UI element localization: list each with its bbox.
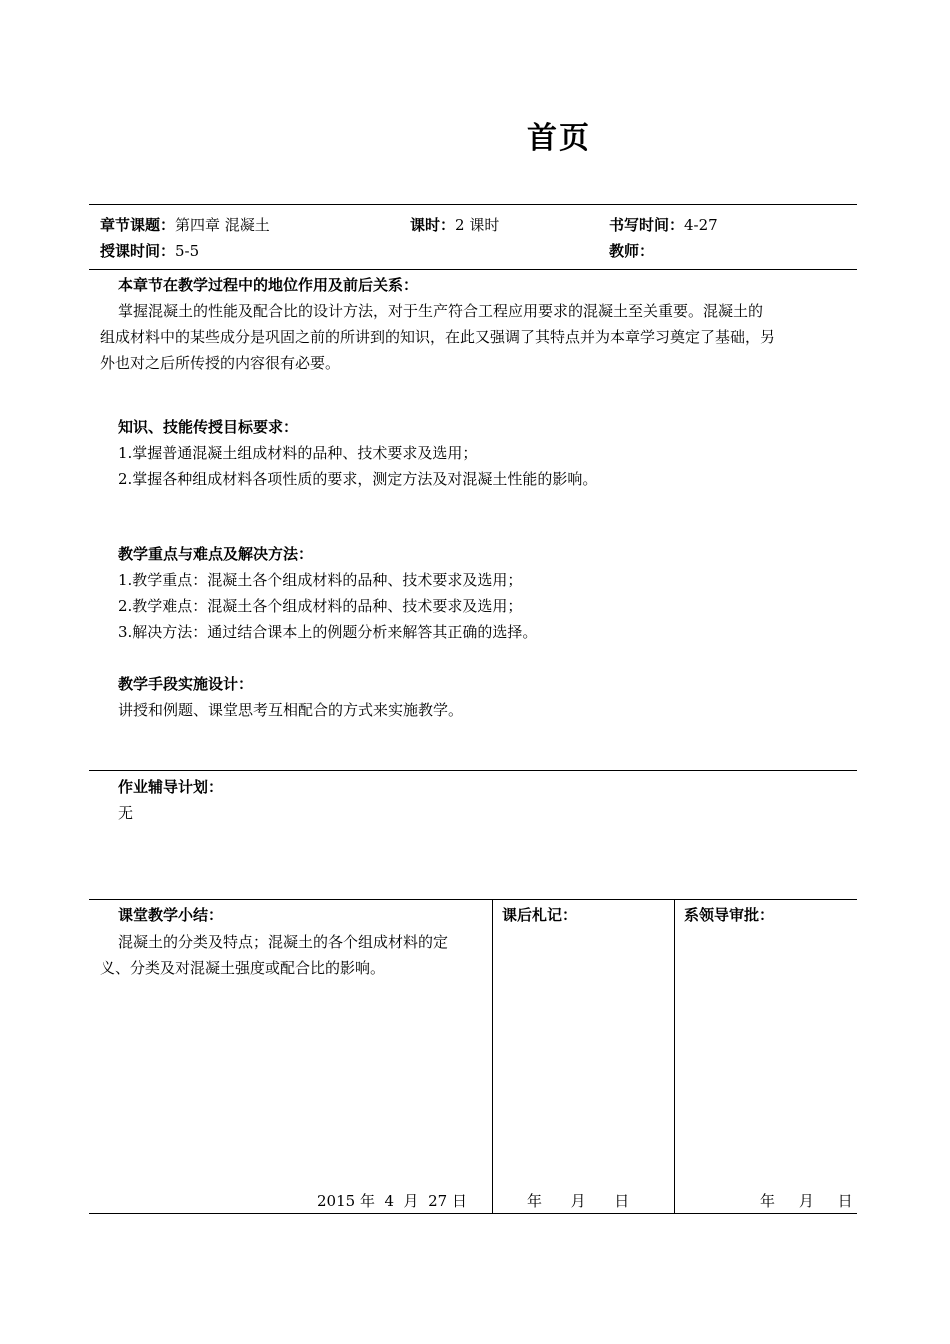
notes-date: 年 月 日 (527, 1192, 630, 1210)
homework-top-rule (89, 770, 857, 771)
teacher-label: 教师： (609, 242, 655, 260)
chapter-label: 章节课题： (100, 216, 176, 234)
keypoints-item-2: 2.教学难点：混凝土各个组成材料的品种、技术要求及选用； (118, 597, 523, 615)
approval-heading: 系领导审批： (684, 906, 775, 924)
write-time-label: 书写时间： (609, 216, 685, 234)
page-title: 首页 (527, 121, 591, 156)
hours-label: 课时： (410, 216, 456, 234)
write-time-value: 4-27 (684, 216, 718, 234)
role-text-line2: 组成材料中的某些成分是巩固之前的所讲到的知识，在此又强调了其特点并为本章学习奠定了基础，另 (100, 328, 776, 346)
methods-text: 讲授和例题、课堂思考互相配合的方式来实施教学。 (118, 701, 464, 719)
role-heading: 本章节在教学过程中的地位作用及前后关系： (118, 276, 419, 294)
keypoints-item-3: 3.解决方法：通过结合课本上的例题分析来解答其正确的选择。 (118, 623, 538, 641)
teach-time-value: 5-5 (175, 242, 200, 260)
notes-heading: 课后札记： (502, 906, 578, 924)
summary-date: 2015 年 4 月 27 日 (317, 1192, 467, 1210)
hours-value: 2 课时 (455, 216, 500, 234)
bottom-table-divider-1 (492, 899, 493, 1213)
goals-item-2: 2.掌握各种组成材料各项性质的要求，测定方法及对混凝土性能的影响。 (118, 470, 598, 488)
keypoints-heading: 教学重点与难点及解决方法： (118, 545, 314, 563)
bottom-table-bottom-rule (89, 1213, 857, 1214)
write-time-field (609, 216, 718, 234)
hours-field (410, 216, 499, 234)
summary-heading: 课堂教学小结： (118, 906, 224, 924)
homework-text: 无 (118, 804, 134, 822)
bottom-table-divider-2 (674, 899, 675, 1213)
methods-heading: 教学手段实施设计： (118, 675, 254, 693)
homework-heading: 作业辅导计划： (118, 778, 224, 796)
goals-item-1: 1.掌握普通混凝土组成材料的品种、技术要求及选用； (118, 444, 478, 462)
chapter-field (100, 216, 270, 234)
teach-time-label: 授课时间： (100, 242, 176, 260)
header-top-rule (89, 204, 857, 205)
summary-text-line1: 混凝土的分类及特点；混凝土的各个组成材料的定 (118, 933, 449, 951)
chapter-value: 第四章 混凝土 (175, 216, 270, 234)
role-text-line3: 外也对之后所传授的内容很有必要。 (100, 354, 341, 372)
teach-time-field (100, 242, 199, 260)
summary-text-line2: 义、分类及对混凝土强度或配合比的影响。 (100, 959, 386, 977)
keypoints-item-1: 1.教学重点：混凝土各个组成材料的品种、技术要求及选用； (118, 571, 523, 589)
bottom-table-top-rule (89, 899, 857, 900)
role-text-line1: 掌握混凝土的性能及配合比的设计方法，对于生产符合工程应用要求的混凝土至关重要。混凝土的 (118, 302, 764, 320)
approval-date: 年 月 日 (760, 1192, 853, 1210)
goals-heading: 知识、技能传授目标要求： (118, 418, 299, 436)
header-bottom-rule (89, 269, 857, 270)
